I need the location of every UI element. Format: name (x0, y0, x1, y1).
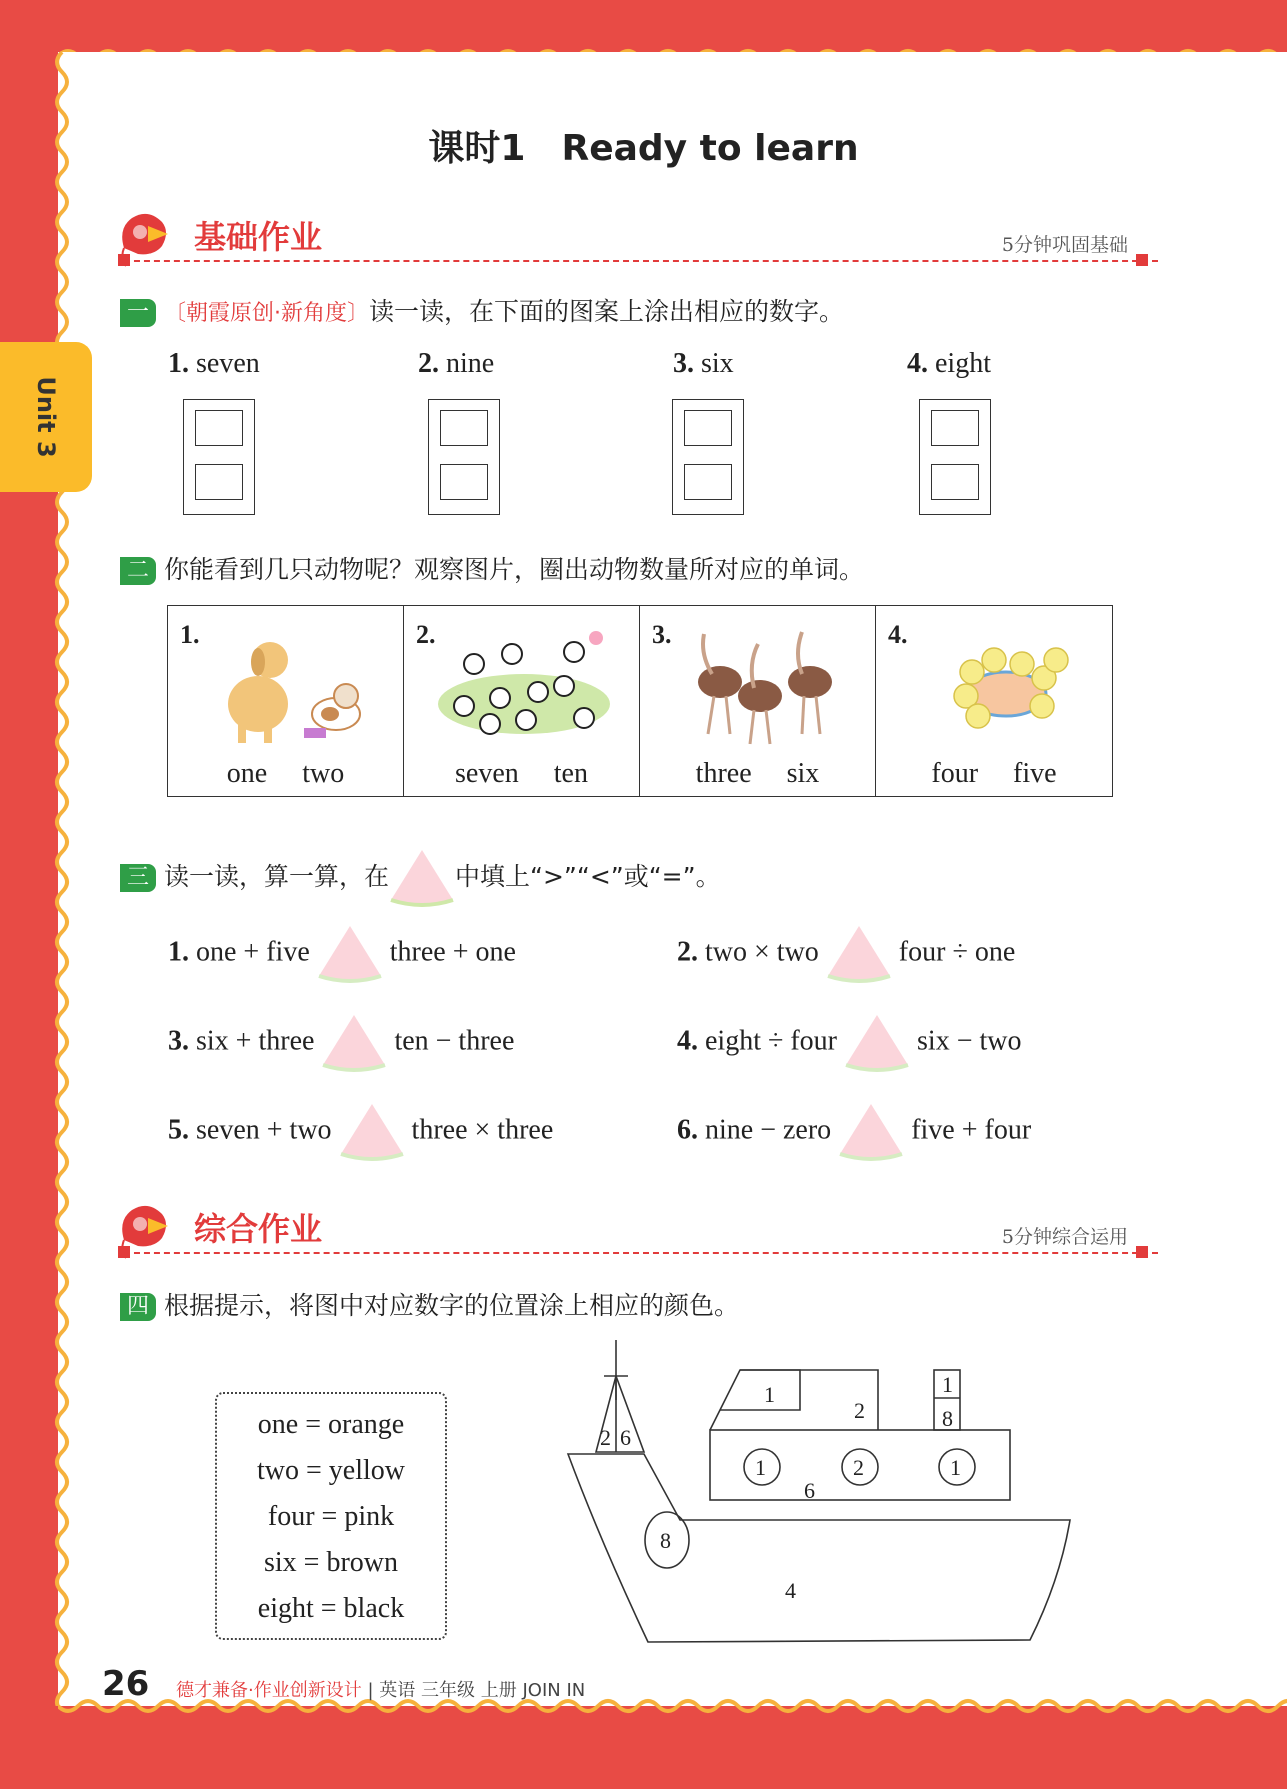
unit-tab (0, 342, 92, 492)
ship-num-g: 1 (755, 1455, 766, 1480)
footer-edition: JOIN IN (522, 1680, 586, 1701)
q2-badge: 二 (120, 557, 156, 585)
divider-end-right (1136, 254, 1148, 266)
ship-num-j: 6 (804, 1478, 815, 1503)
equation-2: 2. two × two four ÷ one (677, 924, 1015, 984)
footer-brand: 德才兼备·作业创新设计 (176, 1680, 362, 1701)
digit-pattern-4[interactable] (919, 399, 991, 515)
q4-header (120, 1286, 739, 1322)
animal-cell-words[interactable]: seven ten (455, 758, 588, 789)
comp-section-note: 5分钟综合运用 (1001, 1226, 1128, 1248)
color-legend (215, 1392, 447, 1640)
lesson-title: 课时1 Ready to learn (428, 128, 859, 169)
q2-instruction: 你能看到几只动物呢？观察图片，圈出动物数量所对应的单词。 (164, 555, 865, 584)
watermelon-icon (387, 848, 457, 908)
legend-item: six = brown (263, 1547, 398, 1578)
divider (124, 1252, 1158, 1254)
equation-6: 6. nine − zero five + four (677, 1102, 1031, 1162)
animal-cell-index: 4. (888, 620, 908, 649)
divider (124, 260, 1158, 262)
legend-item: eight = black (257, 1593, 405, 1624)
unit-tab-label: Unit 3 (32, 376, 60, 458)
compare-slot-watermelon-icon[interactable] (315, 924, 385, 984)
animal-table (167, 605, 1113, 797)
compare-slot-watermelon-icon[interactable] (842, 1013, 912, 1073)
animal-cell-index: 2. (416, 620, 436, 649)
compare-slot-watermelon-icon[interactable] (824, 924, 894, 984)
frame-wave-left (50, 52, 72, 1706)
animal-cell-1 (168, 606, 404, 796)
ship-num-a: 1 (764, 1382, 775, 1407)
animal-cell-words[interactable]: three six (695, 758, 820, 789)
ship-num-i: 1 (950, 1455, 961, 1480)
equation-1: 1. one + five three + one (168, 924, 516, 984)
q4-instruction: 根据提示，将图中对应数字的位置涂上相应的颜色。 (164, 1291, 740, 1320)
footer-text (176, 1676, 585, 1702)
basic-section-title: 基础作业 (194, 218, 323, 256)
digit-pattern-2[interactable] (428, 399, 500, 515)
chicks-icon (906, 624, 1086, 749)
q2-header (120, 550, 864, 586)
q3-badge: 三 (120, 864, 156, 892)
compare-slot-watermelon-icon[interactable] (319, 1013, 389, 1073)
q1-item-3: 3. six (673, 348, 734, 379)
ostriches-icon (670, 624, 850, 749)
page-number: 26 (102, 1664, 150, 1704)
basic-section-header (118, 208, 1158, 264)
ship-num-f: 6 (620, 1425, 631, 1450)
ship-num-b: 2 (854, 1398, 865, 1423)
pandas-icon (434, 624, 614, 749)
q3-instruction-b: 中填上“>”“<”或“=”。 (455, 862, 721, 891)
animal-cell-2 (404, 606, 640, 796)
legend-item: one = orange (257, 1409, 405, 1440)
ship-num-e: 2 (600, 1425, 611, 1450)
footer-subject: 英语 (379, 1680, 416, 1701)
footer-term: 上册 (480, 1680, 517, 1701)
q1-instruction: 读一读，在下面的图案上涂出相应的数字。 (369, 297, 845, 326)
digit-pattern-1[interactable] (183, 399, 255, 515)
animal-cell-words[interactable]: one two (226, 758, 345, 789)
q1-header (120, 292, 844, 328)
footer-grade: 三年级 (421, 1680, 476, 1701)
divider-end-left (118, 1246, 130, 1258)
comp-section-header (118, 1200, 1158, 1256)
q3-instruction-a: 读一读，算一算，在 (164, 862, 390, 891)
q1-badge: 一 (120, 299, 156, 327)
animal-cell-words[interactable]: four five (931, 758, 1057, 789)
q1-tag: 〔朝霞原创·新角度〕 (164, 301, 369, 326)
q4-badge: 四 (120, 1293, 156, 1321)
digit-pattern-3[interactable] (672, 399, 744, 515)
legend-item: four = pink (267, 1501, 395, 1532)
compare-slot-watermelon-icon[interactable] (337, 1102, 407, 1162)
dogs-icon (198, 624, 378, 749)
animal-cell-4 (876, 606, 1112, 796)
basic-section-note: 5分钟巩固基础 (1001, 234, 1128, 256)
divider-end-left (118, 254, 130, 266)
ship-diagram[interactable] (560, 1340, 1080, 1660)
comp-section-title: 综合作业 (194, 1210, 323, 1248)
q3-header (120, 848, 721, 908)
equation-4: 4. eight ÷ four six − two (677, 1013, 1021, 1073)
q1-item-1: 1. seven (168, 348, 260, 379)
equation-5: 5. seven + two three × three (168, 1102, 553, 1162)
ship-num-d: 8 (942, 1406, 953, 1431)
animal-cell-index: 1. (180, 620, 200, 649)
ship-num-h: 2 (853, 1455, 864, 1480)
ship-num-k: 8 (660, 1528, 671, 1553)
ship-num-l: 4 (785, 1578, 796, 1603)
equation-3: 3. six + three ten − three (168, 1013, 514, 1073)
legend-item: two = yellow (257, 1455, 405, 1486)
animal-cell-index: 3. (652, 620, 672, 649)
divider-end-right (1136, 1246, 1148, 1258)
animal-cell-3 (640, 606, 876, 796)
compare-slot-watermelon-icon[interactable] (836, 1102, 906, 1162)
footer-sep: | (367, 1680, 374, 1701)
ship-num-c: 1 (942, 1372, 953, 1397)
q1-item-2: 2. nine (418, 348, 495, 379)
q1-item-4: 4. eight (907, 348, 991, 379)
